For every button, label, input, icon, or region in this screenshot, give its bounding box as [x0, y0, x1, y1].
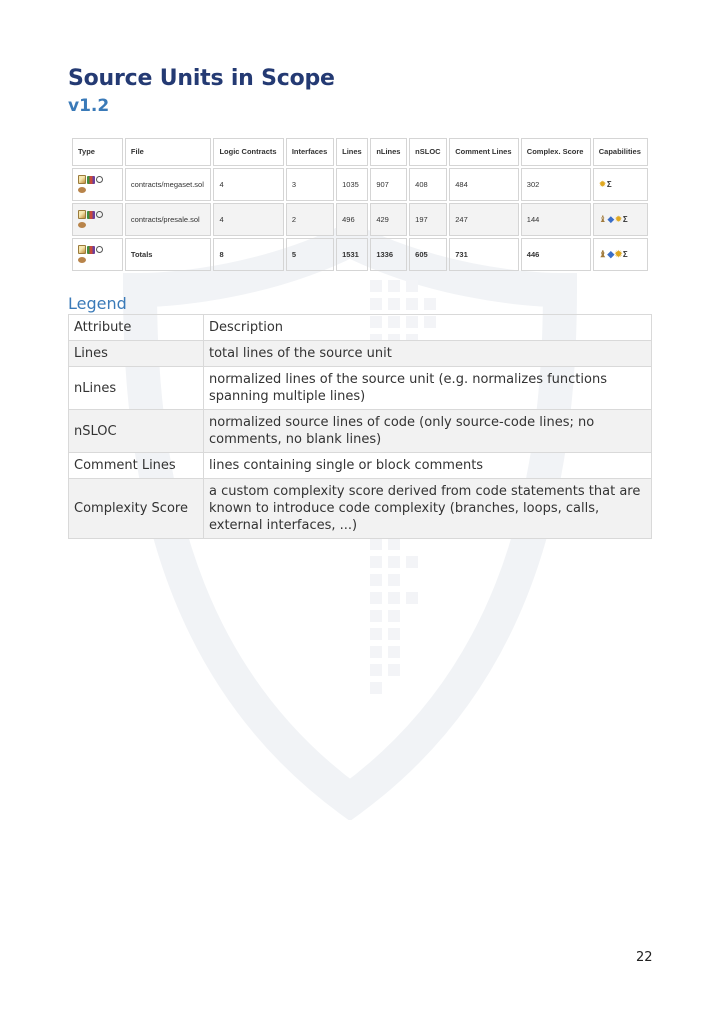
- version-label: v1.2: [68, 96, 110, 116]
- capabilities-cell: [593, 238, 648, 271]
- legend-title: Legend: [68, 294, 127, 313]
- legend-row: [69, 453, 652, 479]
- page-title: Source Units in Scope: [68, 66, 335, 91]
- blue-diamond-icon: ◆: [607, 249, 615, 259]
- column-header: Lines: [336, 138, 368, 166]
- column-header: Capabilities: [593, 138, 648, 166]
- document-icon: [78, 210, 86, 219]
- lines-cell: 1531: [336, 238, 368, 271]
- column-header: Complex. Score: [521, 138, 591, 166]
- nsloc-cell: 408: [409, 168, 447, 201]
- money-bag-icon: ♝: [598, 214, 608, 224]
- column-header: Comment Lines: [449, 138, 519, 166]
- logic-contracts-cell: 4: [213, 203, 283, 236]
- legend-description: lines containing single or block comments: [204, 453, 652, 479]
- page-number: 22: [636, 950, 653, 965]
- potato-icon: [78, 187, 86, 193]
- legend-row: [69, 410, 652, 453]
- legend-description-header: Description: [204, 315, 652, 341]
- interfaces-cell: 2: [286, 203, 334, 236]
- document-icon: [78, 245, 86, 254]
- type-cell: [72, 203, 123, 236]
- interfaces-cell: 5: [286, 238, 334, 271]
- lines-cell: 496: [336, 203, 368, 236]
- magnifier-icon: [96, 176, 103, 183]
- complexity-cell: 302: [521, 168, 591, 201]
- sun-icon: ✹: [614, 214, 623, 224]
- column-header: Type: [72, 138, 123, 166]
- legend-attribute: Complexity Score: [69, 479, 204, 539]
- document-icon: [78, 175, 86, 184]
- column-header: Interfaces: [286, 138, 334, 166]
- logic-contracts-cell: 8: [213, 238, 283, 271]
- legend-attribute: Lines: [69, 341, 204, 367]
- books-icon: [87, 176, 95, 184]
- comment-lines-cell: 247: [449, 203, 519, 236]
- legend-attribute-header: Attribute: [69, 315, 204, 341]
- magnifier-icon: [96, 246, 103, 253]
- capabilities-cell: [593, 168, 648, 201]
- logic-contracts-cell: 4: [213, 168, 283, 201]
- sun-icon: ✹: [614, 249, 623, 259]
- nlines-cell: 907: [370, 168, 407, 201]
- potato-icon: [78, 222, 86, 228]
- legend-row: [69, 479, 652, 539]
- sun-icon: ✹: [598, 179, 607, 189]
- nsloc-cell: 197: [409, 203, 447, 236]
- sigma-icon: Σ: [622, 250, 629, 259]
- legend-description: normalized source lines of code (only source-code lines; no comments, no blank lines): [204, 410, 652, 453]
- legend-attribute: nLines: [69, 367, 204, 410]
- legend-attribute: Comment Lines: [69, 453, 204, 479]
- money-bag-icon: ♝: [598, 249, 608, 259]
- comment-lines-cell: 484: [449, 168, 519, 201]
- legend-table: [68, 314, 652, 539]
- table-row: [72, 168, 648, 201]
- legend-attribute: nSLOC: [69, 410, 204, 453]
- legend-row: [69, 341, 652, 367]
- column-header: Logic Contracts: [213, 138, 283, 166]
- totals-row: [72, 238, 648, 271]
- column-header: nSLOC: [409, 138, 447, 166]
- books-icon: [87, 211, 95, 219]
- type-cell: [72, 168, 123, 201]
- table-row: [72, 203, 648, 236]
- nlines-cell: 429: [370, 203, 407, 236]
- table-header-row: [72, 138, 648, 166]
- source-units-table: [70, 136, 650, 273]
- file-cell: contracts/presale.sol: [125, 203, 212, 236]
- legend-description: normalized lines of the source unit (e.g. normalizes functions spanning multiple lines): [204, 367, 652, 410]
- legend-description: total lines of the source unit: [204, 341, 652, 367]
- legend-row: [69, 367, 652, 410]
- nsloc-cell: 605: [409, 238, 447, 271]
- lines-cell: 1035: [336, 168, 368, 201]
- sigma-icon: Σ: [606, 180, 613, 189]
- legend-header-row: [69, 315, 652, 341]
- magnifier-icon: [96, 211, 103, 218]
- potato-icon: [78, 257, 86, 263]
- capabilities-cell: [593, 203, 648, 236]
- legend-description: a custom complexity score derived from code statements that are known to introduce code complexity (branches, loops, calls, external interfaces, ...): [204, 479, 652, 539]
- file-cell: contracts/megaset.sol: [125, 168, 212, 201]
- type-cell: [72, 238, 123, 271]
- sigma-icon: Σ: [622, 215, 629, 224]
- interfaces-cell: 3: [286, 168, 334, 201]
- column-header: File: [125, 138, 212, 166]
- complexity-cell: 144: [521, 203, 591, 236]
- comment-lines-cell: 731: [449, 238, 519, 271]
- nlines-cell: 1336: [370, 238, 407, 271]
- column-header: nLines: [370, 138, 407, 166]
- complexity-cell: 446: [521, 238, 591, 271]
- blue-diamond-icon: ◆: [607, 214, 615, 224]
- books-icon: [87, 246, 95, 254]
- file-cell: Totals: [125, 238, 212, 271]
